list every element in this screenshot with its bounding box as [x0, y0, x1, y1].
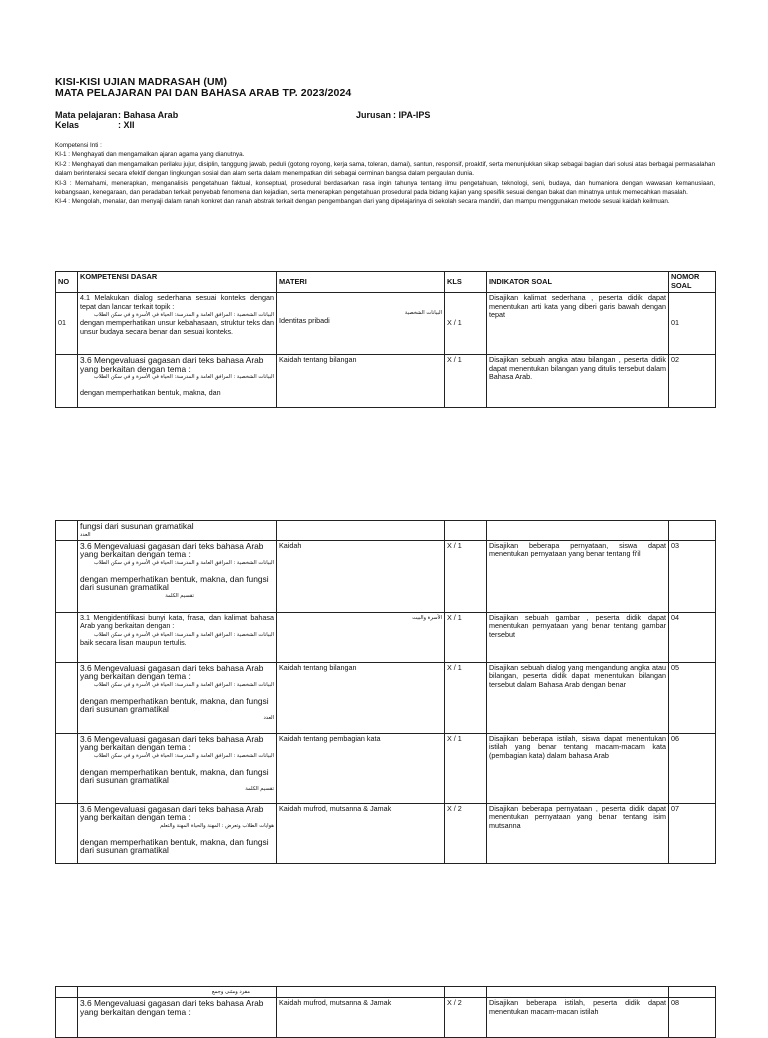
table-row — [56, 998, 716, 1038]
row-no: 01 — [56, 293, 78, 355]
row-kls — [445, 987, 487, 998]
kd-arabic: البيانات الشخصية : المرافق العامة و المدرسة: الحياة في الأسرة و في سكن الطلاب — [93, 752, 274, 759]
row-indikator: Disajikan sebuah dialog yang mengandung angka atau bilangan, peserta didik dapat menentukan bilangan tersebut dalam Bahasa Arab dengan benar — [487, 662, 669, 733]
kd-text: 3.6 Mengevaluasi gagasan dari teks bahasa Arab yang berkaitan dengan tema : — [80, 998, 264, 1017]
kd-arabic: البيانات الشخصية : المرافق العامة و المدرسة: الحياة في الأسرة و في سكن الطلاب — [93, 681, 274, 688]
row-no — [56, 355, 78, 408]
kd-arabic: العدد — [80, 531, 91, 538]
row-nomor: 02 — [669, 355, 716, 408]
kd-arabic-2: تقسيم الكلمة — [165, 592, 194, 599]
row-nomor: 08 — [669, 998, 716, 1038]
ki-3: KI-3 : Memahami, menerapkan, menganalisis pengetahuan faktual, konseptual, prosedural berdasarkan rasa ingin tahunya tentang ilmu pengetahuan, teknologi, seni, budaya, dan humaniora dengan wawasan kemanusiaan, kebangsaan, kenegaraan, dan peradaban terkait penyebab fenomena dan kejadian, serta menerapkan pengetahuan prosedural pada bidang kajian yang spesifik sesuai dengan bakat dan minatnya untuk memecahkan masalah. — [55, 179, 715, 197]
table-row — [56, 540, 716, 612]
col-indikator-header: INDIKATOR SOAL — [487, 272, 669, 293]
kd-arabic: البيانات الشخصية : المرافق العامة و المدرسة: الحياة في الأسرة و في سكن الطلاب — [93, 559, 274, 566]
kd-text: 3.6 Mengevaluasi gagasan dari teks bahasa Arab yang berkaitan dengan tema : — [80, 733, 264, 753]
table-row — [56, 521, 716, 541]
row-nomor: 04 — [669, 612, 716, 662]
kisi-table-part-3 — [55, 986, 716, 1038]
row-indikator — [487, 521, 669, 541]
row-kd — [78, 803, 277, 863]
row-materi — [277, 987, 445, 998]
table-row — [56, 662, 716, 733]
row-no — [56, 733, 78, 803]
row-materi: Kaidah tentang bilangan — [277, 662, 445, 733]
ki-4: KI-4 : Mengolah, menalar, dan menyaji dalam ranah konkret dan ranah abstrak terkait dengan pengembangan dari yang dipelajarinya di sekolah secara mandiri, dan mampu menggunakan metode sesuai kaidah keilmuan. — [55, 198, 670, 206]
row-indikator: Disajikan sebuah angka atau bilangan , peserta didik dapat menentukan bilangan yang ditulis tersebut dalam Bahasa Arab. — [487, 355, 669, 408]
ki-2: KI-2 : Menghayati dan mengamalkan perilaku jujur, disiplin, tanggung jawab, peduli (gotong royong, kerja sama, toleran, damai), santun, responsif, proaktif, serta menunjukkan sikap sebagai bagian dari solusi atas berbagai permasalahan dalam berinteraksi secara efektif dengan lingkungan sosial dan alam serta dalam menempatkan diri sebagai cerminan bangsa dalam pergaulan dunia. — [55, 160, 715, 178]
col-materi-header: MATERI — [277, 272, 445, 293]
materi-text: Identitas pribadi — [279, 316, 330, 325]
kd-text: 4.1 Melakukan dialog sederhana sesuai konteks dengan tepat dan lancar terkait topik : — [80, 293, 274, 311]
row-no — [56, 998, 78, 1038]
kelas-label: Kelas — [55, 120, 80, 130]
table-row — [56, 803, 716, 863]
row-kls: X / 1 — [445, 662, 487, 733]
mapel-value: : Bahasa Arab — [118, 110, 179, 120]
row-materi — [277, 521, 445, 541]
kd-text: fungsi dari susunan gramatikal — [80, 521, 194, 531]
row-no — [56, 540, 78, 612]
row-nomor — [669, 521, 716, 541]
kd-arabic: البيانات الشخصية : المرافق العامة و المدرسة: الحياة في الأسرة و في سكن الطلاب — [93, 631, 274, 638]
jurusan-label: Jurusan — [356, 110, 392, 120]
row-materi: Kaidah mufrod, mutsanna & Jamak — [277, 803, 445, 863]
kd-arabic: البيانات الشخصية : المرافق العامة و المدرسة: الحياة في الأسرة و في سكن الطلاب — [93, 312, 274, 319]
kd-text-2: baik secara lisan maupun tertulis. — [80, 637, 187, 647]
row-materi — [277, 293, 445, 355]
kd-text: 3.6 Mengevaluasi gagasan dari teks bahasa Arab yang berkaitan dengan tema : — [80, 662, 264, 682]
row-indikator: Disajikan beberapa istilah, siswa dapat menentukan istilah yang benar tentang macam-macam kata (pembagian kata) dalam bahasa Arab — [487, 733, 669, 803]
kd-text: 3.6 Mengevaluasi gagasan dari teks bahasa Arab yang berkaitan dengan tema : — [80, 355, 264, 374]
row-no — [56, 662, 78, 733]
kd-arabic: هوايات الطلاب وتعرض : المهنة والحياة المهنة والتعلم — [160, 822, 274, 829]
row-indikator: Disajikan beberapa istilah, peserta didik dapat menentukan macam-macan istilah — [487, 998, 669, 1038]
row-no — [56, 987, 78, 998]
document-title: KISI-KISI UJIAN MADRASAH (UM) — [55, 76, 228, 88]
row-materi: Kaidah tentang bilangan — [277, 355, 445, 408]
row-nomor: 07 — [669, 803, 716, 863]
kd-text-2: dengan memperhatikan bentuk, makna, dan fungsi dari susunan gramatikal — [80, 836, 269, 856]
row-materi — [277, 612, 445, 662]
kelas-value: : XII — [118, 120, 135, 130]
row-materi: Kaidah mufrod, mutsanna & Jamak — [277, 998, 445, 1038]
table-row — [56, 612, 716, 662]
row-kls: X / 2 — [445, 803, 487, 863]
row-kd — [78, 987, 277, 998]
kisi-table-part-1 — [55, 271, 716, 408]
kd-arabic: مفرد ومثنى وجمع — [211, 989, 250, 995]
table-row — [56, 293, 716, 355]
row-nomor: 05 — [669, 662, 716, 733]
table-header-row — [56, 272, 716, 293]
row-nomor — [669, 987, 716, 998]
jurusan-value: : IPA-IPS — [393, 110, 431, 120]
row-indikator: Disajikan kalimat sederhana , peserta didik dapat menentukan arti kata yang diberi garis bawah dengan tepat — [487, 293, 669, 355]
row-kd — [78, 998, 277, 1038]
ki-1: KI-1 : Menghayati dan mengamalkan ajaran agama yang dianutnya. — [55, 151, 245, 159]
ki-heading: Kompetensi Inti : — [55, 142, 102, 149]
row-kd — [78, 355, 277, 408]
kd-arabic-2: تقسيم الكلمة — [245, 785, 274, 792]
kd-text-2: dengan memperhatikan bentuk, makna, dan fungsi dari susunan gramatikal — [80, 573, 269, 593]
row-kd — [78, 521, 277, 541]
row-indikator — [487, 987, 669, 998]
row-no — [56, 803, 78, 863]
col-no-header: NO — [56, 272, 78, 293]
row-kls: X / 1 — [445, 540, 487, 612]
row-kd — [78, 733, 277, 803]
kd-arabic: البيانات الشخصية : المرافق العامة و المدرسة: الحياة في الأسرة و في سكن الطلاب — [93, 374, 274, 381]
row-kls: X / 2 — [445, 998, 487, 1038]
row-no — [56, 612, 78, 662]
table-row — [56, 355, 716, 408]
row-nomor: 01 — [669, 293, 716, 355]
row-kls: X / 1 — [445, 293, 487, 355]
materi-arabic: البيانات الشخصية — [404, 310, 442, 316]
kd-text-2: dengan memperhatikan unsur kebahasaan, struktur teks dan unsur budaya secara benar dan sesuai konteks. — [80, 318, 274, 336]
row-materi: Kaidah — [277, 540, 445, 612]
kisi-table-part-2 — [55, 520, 716, 864]
kd-text: 3.1 Mengidentifikasi bunyi kata, frasa, dan kalimat bahasa Arab yang berkaitan dengan : — [80, 612, 274, 631]
row-indikator: Disajikan beberapa pernyataan , peserta didik dapat menentukan pernyataan yang benar tentang isim mutsanna — [487, 803, 669, 863]
row-kd — [78, 293, 277, 355]
kd-text: 3.6 Mengevaluasi gagasan dari teks bahasa Arab yang berkaitan dengan tema : — [80, 540, 264, 560]
table-row — [56, 733, 716, 803]
row-kd — [78, 540, 277, 612]
row-kls — [445, 521, 487, 541]
row-kls: X / 1 — [445, 612, 487, 662]
row-indikator: Disajikan sebuah gambar , peserta didik dapat menentukan pernyataan yang benar tentang gambar tersebut — [487, 612, 669, 662]
row-kls: X / 1 — [445, 733, 487, 803]
col-kd-header: KOMPETENSI DASAR — [78, 272, 277, 293]
col-nomor-header: NOMOR SOAL — [669, 272, 716, 293]
kd-text: 3.6 Mengevaluasi gagasan dari teks bahasa Arab yang berkaitan dengan tema : — [80, 803, 264, 823]
kd-text-2: dengan memperhatikan bentuk, makna, dan — [80, 388, 221, 398]
row-kls: X / 1 — [445, 355, 487, 408]
row-kd — [78, 612, 277, 662]
row-nomor: 03 — [669, 540, 716, 612]
kd-arabic-2: العدد — [263, 714, 274, 721]
row-materi: Kaidah tentang pembagian kata — [277, 733, 445, 803]
kompetensi-inti — [55, 141, 715, 207]
row-no — [56, 521, 78, 541]
row-indikator: Disajikan beberapa pernyataan, siswa dapat menentukan pernyataan yang benar tentang fi'il — [487, 540, 669, 612]
kd-text-2: dengan memperhatikan bentuk, makna, dan fungsi dari susunan gramatikal — [80, 695, 269, 715]
row-nomor: 06 — [669, 733, 716, 803]
row-kd — [78, 662, 277, 733]
col-kls-header: KLS — [445, 272, 487, 293]
document-subtitle: MATA PELAJARAN PAI DAN BAHASA ARAB TP. 2023/2024 — [55, 87, 352, 99]
table-row — [56, 987, 716, 998]
mapel-label: Mata pelajaran — [55, 110, 118, 120]
kd-text-2: dengan memperhatikan bentuk, makna, dan fungsi dari susunan gramatikal — [80, 766, 269, 786]
materi-arabic: الأسرة والبيت — [412, 614, 442, 621]
